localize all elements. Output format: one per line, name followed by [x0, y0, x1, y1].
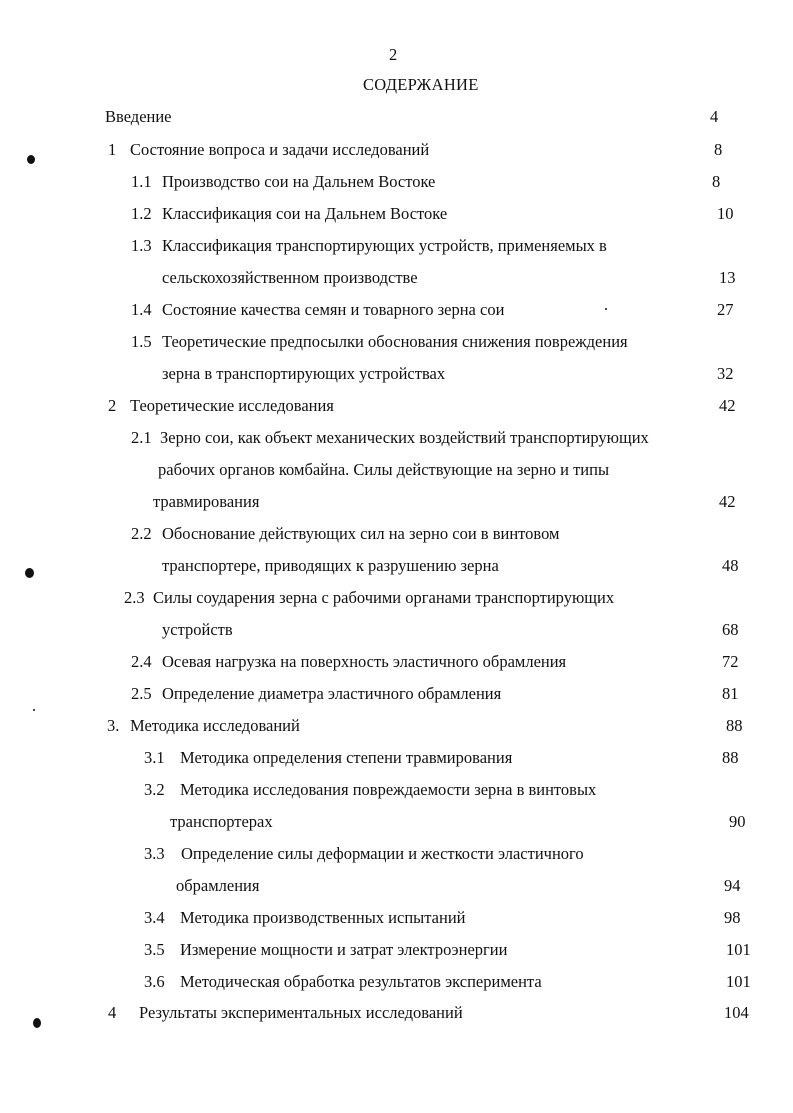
toc-entry-page: 48: [722, 556, 739, 575]
toc-entry-text: Определение силы деформации и жесткости эластичного: [181, 844, 584, 863]
toc-entry-text: Состояние вопроса и задачи исследований: [130, 140, 430, 159]
toc-entry-page: 42: [719, 492, 736, 511]
toc-entry-text: Методика производственных испытаний: [180, 908, 466, 927]
toc-entry-number: 3.5: [144, 940, 165, 959]
toc-entry-text: Результаты экспериментальных исследований: [139, 1003, 463, 1022]
toc-entry-page: 10: [717, 204, 734, 223]
toc-entry-number: 3.2: [144, 780, 165, 799]
toc-entry-text: Методика исследования повреждаемости зерна в винтовых: [180, 780, 597, 799]
binding-mark: [27, 155, 35, 164]
toc-entry-page: 98: [724, 908, 741, 927]
toc-entry-text: Осевая нагрузка на поверхность эластичного обрамления: [162, 652, 567, 671]
toc-entry-text-cont: транспортерах: [170, 812, 273, 831]
toc-entry-text: Зерно сои, как объект механических воздействий транспортирующих: [160, 428, 649, 447]
toc-entry-page: 27: [717, 300, 734, 319]
toc-entry-page: 101: [726, 940, 751, 959]
toc-entry-text-cont: устройств: [162, 620, 233, 639]
speck-mark: [605, 308, 607, 310]
toc-entry-number: 1.1: [131, 172, 152, 191]
toc-entry-text-cont: травмирования: [153, 492, 260, 511]
toc-entry-text: Производство сои на Дальнем Востоке: [162, 172, 436, 191]
toc-entry-text-cont: транспортере, приводящих к разрушению зерна: [162, 556, 499, 575]
toc-entry-number: 3.6: [144, 972, 165, 991]
speck-mark: [33, 709, 35, 711]
toc-entry-text-cont: зерна в транспортирующих устройствах: [162, 364, 446, 383]
toc-entry-text-cont: рабочих органов комбайна. Силы действующие на зерно и типы: [158, 460, 610, 479]
toc-entry-text: Методика исследований: [130, 716, 300, 735]
toc-entry-number: 4: [108, 1003, 117, 1022]
toc-entry-number: 2.5: [131, 684, 152, 703]
toc-entry-text: Измерение мощности и затрат электроэнергии: [180, 940, 508, 959]
toc-entry-number: 1.4: [131, 300, 152, 319]
toc-entry-page: 68: [722, 620, 739, 639]
toc-entry-number: 1.3: [131, 236, 152, 255]
toc-entry-text: Обоснование действующих сил на зерно сои в винтовом: [162, 524, 560, 543]
toc-entry-page: 42: [719, 396, 736, 415]
toc-entry-page: 88: [726, 716, 743, 735]
toc-entry-page: 4: [710, 107, 719, 126]
binding-mark: [25, 568, 34, 578]
toc-entry-page: 8: [712, 172, 721, 191]
toc-entry-page: 72: [722, 652, 739, 671]
toc-entry-page: 32: [717, 364, 734, 383]
toc-entry-number: 3.1: [144, 748, 165, 767]
toc-entry-page: 13: [719, 268, 736, 287]
page-title: СОДЕРЖАНИЕ: [363, 75, 479, 94]
toc-entry-number: 3.3: [144, 844, 165, 863]
toc-entry-number: 3.: [107, 716, 120, 735]
toc-entry-text: Введение: [105, 107, 172, 126]
toc-entry-number: 2.4: [131, 652, 152, 671]
toc-entry-number: 2.1: [131, 428, 152, 447]
toc-entry-text-cont: обрамления: [176, 876, 260, 895]
toc-entry-text: Теоретические предпосылки обоснования снижения повреждения: [162, 332, 628, 351]
toc-entry-text: Теоретические исследования: [130, 396, 334, 415]
toc-entry-number: 1: [108, 140, 117, 159]
toc-entry-text: Силы соударения зерна с рабочими органами транспортирующих: [153, 588, 615, 607]
toc-entry-page: 81: [722, 684, 739, 703]
toc-entry-text: Классификация сои на Дальнем Востоке: [162, 204, 448, 223]
binding-mark: [33, 1018, 41, 1028]
toc-entry-page: 101: [726, 972, 751, 991]
toc-entry-text: Состояние качества семян и товарного зерна сои: [162, 300, 505, 319]
toc-entry-number: 2.3: [124, 588, 145, 607]
toc-entry-text: Методическая обработка результатов эксперимента: [180, 972, 542, 991]
toc-entry-page: 104: [724, 1003, 749, 1022]
toc-entry-page: 94: [724, 876, 741, 895]
toc-entry-page: 8: [714, 140, 723, 159]
toc-entry-number: 1.2: [131, 204, 152, 223]
toc-entry-number: 2.2: [131, 524, 152, 543]
toc-entry-page: 90: [729, 812, 746, 831]
toc-entry-number: 2: [108, 396, 117, 415]
toc-entry-text: Классификация транспортирующих устройств, применяемых в: [162, 236, 607, 255]
toc-entry-number: 1.5: [131, 332, 152, 351]
toc-entry-text-cont: сельскохозяйственном производстве: [162, 268, 418, 287]
page-number: 2: [389, 45, 398, 64]
toc-entry-text: Методика определения степени травмирования: [180, 748, 513, 767]
toc-entry-text: Определение диаметра эластичного обрамления: [162, 684, 502, 703]
toc-entry-page: 88: [722, 748, 739, 767]
toc-entry-number: 3.4: [144, 908, 165, 927]
